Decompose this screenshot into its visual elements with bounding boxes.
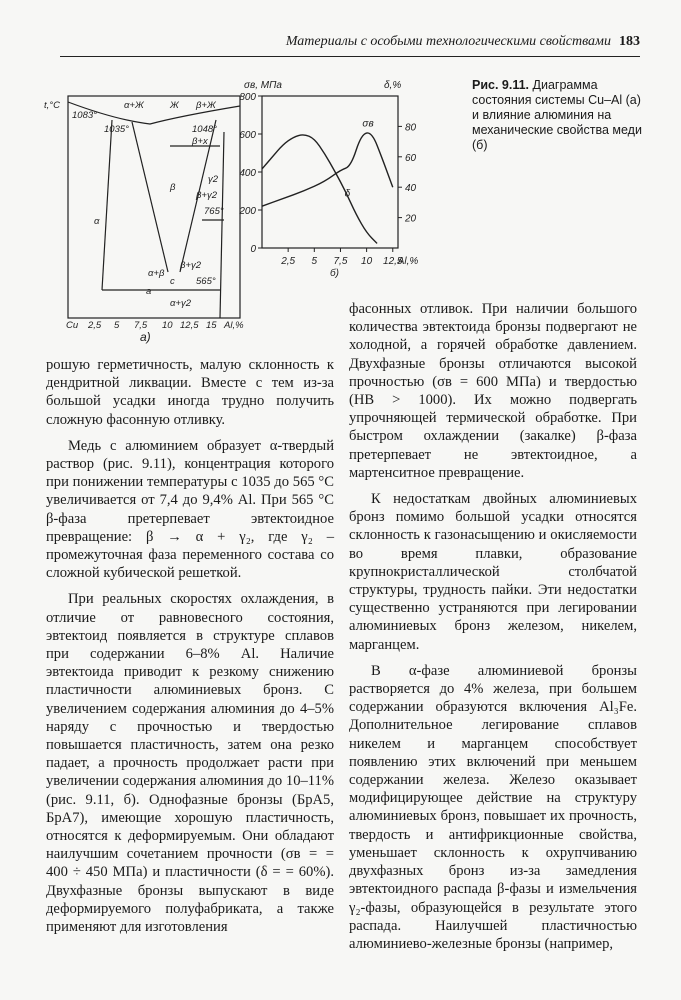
- region-label: 765°: [204, 206, 224, 217]
- y-left-tick-label: 200: [239, 206, 256, 217]
- phase-y-label: t,°C: [44, 100, 60, 111]
- running-head: [60, 34, 640, 50]
- header-title: Материалы с особыми технологическими свойствами: [285, 34, 611, 49]
- paragraph: Медь с алюминием образует α-твердый раствор (рис. 9.11), концентрация которого при понижении температуры с 1035 до 565 °C увеличивается от 7,4 до 9,4% Al. При 565 °C β-фаза претерпевает эвтектоидное превращение: β → α + γ₂, где γ₂ – промежуточная фаза переменного состава со сложной кубической решеткой.: [46, 437, 334, 582]
- region-label: β+x: [192, 136, 208, 147]
- phase-x-tick: 12,5: [180, 320, 199, 331]
- y-left-tick-label: 600: [239, 130, 256, 141]
- paragraph: фасонных отливок. При наличии большого количества эвтектоида бронзы подвергают не холодной, а горячей обработке давлением. Двухфазные бронзы отличаются высокой прочностью (σв = 600 МПа) и твердостью (HB > 1000). Их можно подвергать упрочняющей термической обработке. При быстром охлаждении (закалке) β-фаза претерпевает не эвтектоидное, а мартенситное превращение.: [349, 301, 637, 481]
- region-label: β+Ж: [196, 100, 216, 111]
- region-label: Ж: [170, 100, 179, 111]
- left-column: [46, 356, 334, 936]
- caption-label: Рис. 9.11.: [472, 78, 530, 92]
- curve-label-sigma: σв: [362, 118, 374, 130]
- chart-y-left-label: σв, МПа: [244, 80, 282, 91]
- series-line-sigma: [262, 133, 393, 206]
- caption-text: Диаграмма состояния системы Cu–Al (а) и влияние алюминия на механические свойства меди (б): [472, 78, 642, 152]
- phase-x-tick: 10: [162, 320, 173, 331]
- x-tick-label: 2,5: [281, 256, 296, 267]
- region-label: α+γ2: [170, 298, 191, 309]
- properties-chart: [222, 72, 462, 284]
- region-label: 1048°: [192, 124, 217, 135]
- paragraph: В α-фазе алюминиевой бронзы растворяется до 4% железа, при большем содержании образуются включения Al₃Fe. Дополнительное легирование сплавов никелем и марганцем способствует появлению этих включений при меньшем содержании железа. Железо оказывает модифицирующее действие на структуру алюминиевых бронз, повышает их прочность, твердость и антифрикционные свойства, уменьшает склонность к охрупчиванию двухфазных бронз из-за замедления эвтектоидного распада β-фазы и измельчения γ₂-фазы, образующейся в результате этого распада. Наилучшей пластичностью алюминиево-железные бронзы (например,: [349, 662, 637, 952]
- x-tick-label: 5: [311, 256, 318, 267]
- alpha-solvus: [102, 120, 112, 290]
- phase-x-tick: 5: [114, 320, 120, 331]
- phase-sublabel: а): [140, 330, 151, 344]
- y-left-tick-label: 0: [250, 244, 256, 255]
- phase-x-tick: 7,5: [134, 320, 148, 331]
- region-label: β: [170, 182, 176, 193]
- phase-x-tick: 15: [206, 320, 217, 331]
- chart-sublabel: б): [330, 268, 339, 279]
- paragraph: рошую герметичность, малую склонность к дендритной ликвации. Вместе с тем из-за большой усадки иногда трудно получить сложную фасонную отливку.: [46, 357, 334, 428]
- x-tick-label: Al,%: [397, 256, 419, 267]
- region-label: 1083°: [72, 110, 97, 121]
- paragraph: К недостаткам двойных алюминиевых бронз помимо большой усадки относятся склонность к газонасыщению и окисляемости во время плавки, образование крупнокристаллической столбчатой структуры, трудность пайки. Эти недостатки существенно устраняются при легировании алюминиевых бронз железом, никелем, марганцем.: [349, 491, 637, 653]
- region-label: c: [170, 276, 175, 287]
- curve-label-delta: δ: [344, 188, 351, 200]
- figure-caption: [472, 78, 642, 153]
- y-right-tick-label: 20: [405, 213, 417, 225]
- x-tick-label: 12,5: [383, 256, 403, 267]
- chart-frame: [262, 96, 398, 248]
- phase-x-tick: Al,%: [224, 320, 244, 331]
- region-label: α+β: [148, 268, 165, 279]
- phase-x-tick: 2,5: [88, 320, 102, 331]
- right-column: [349, 300, 637, 953]
- region-label: β+γ2: [180, 260, 202, 271]
- region-label: γ2: [208, 174, 219, 185]
- chart-y-right-label: δ,%: [384, 80, 402, 91]
- y-right-tick-label: 60: [405, 152, 417, 164]
- region-label: α+Ж: [124, 100, 144, 111]
- region-label: α: [94, 216, 100, 227]
- y-left-tick-label: 800: [239, 92, 256, 103]
- beta-left-boundary: [132, 122, 168, 272]
- page-number: 183: [619, 34, 640, 49]
- paragraph: При реальных скоростях охлаждения, в отличие от равновесного состояния, эвтектоид появляется в структуре сплавов при содержании 6–8% Al. Наличие эвтектоида приводит к резкому снижению пластичности алюминиевых бронз. С увеличением содержания алюминия до 4–5% наряду с прочностью и твердостью повышается пластичность, затем она резко падает, а прочность продолжает расти при увеличении содержания алюминия до 10–11% (рис. 9.11, б). Однофазные бронзы (БрА5, БрА7), имеющие хорошую пластичность, относятся к деформируемым. Они обладают наилучшим сочетанием прочности (σв = = 400 ÷ 450 МПа) и пластичности (δ = = 60%). Двухфазные бронзы выпускают в виде деформируемого полуфабриката, а также применяют для изготовления: [46, 591, 334, 936]
- phase-x-tick: Cu: [66, 320, 79, 331]
- series-line-delta: [262, 135, 377, 244]
- x-tick-label: 10: [361, 256, 373, 267]
- region-label: 1035°: [104, 124, 129, 135]
- y-right-tick-label: 40: [405, 183, 417, 195]
- region-label: 565°: [196, 276, 216, 287]
- x-tick-label: 7,5: [333, 256, 348, 267]
- region-label: a: [146, 286, 152, 297]
- y-right-tick-label: 80: [405, 122, 417, 134]
- phase-diagram: [20, 72, 252, 334]
- region-label: β+γ2: [196, 190, 218, 201]
- header-rule: [60, 56, 640, 57]
- y-left-tick-label: 400: [239, 168, 256, 179]
